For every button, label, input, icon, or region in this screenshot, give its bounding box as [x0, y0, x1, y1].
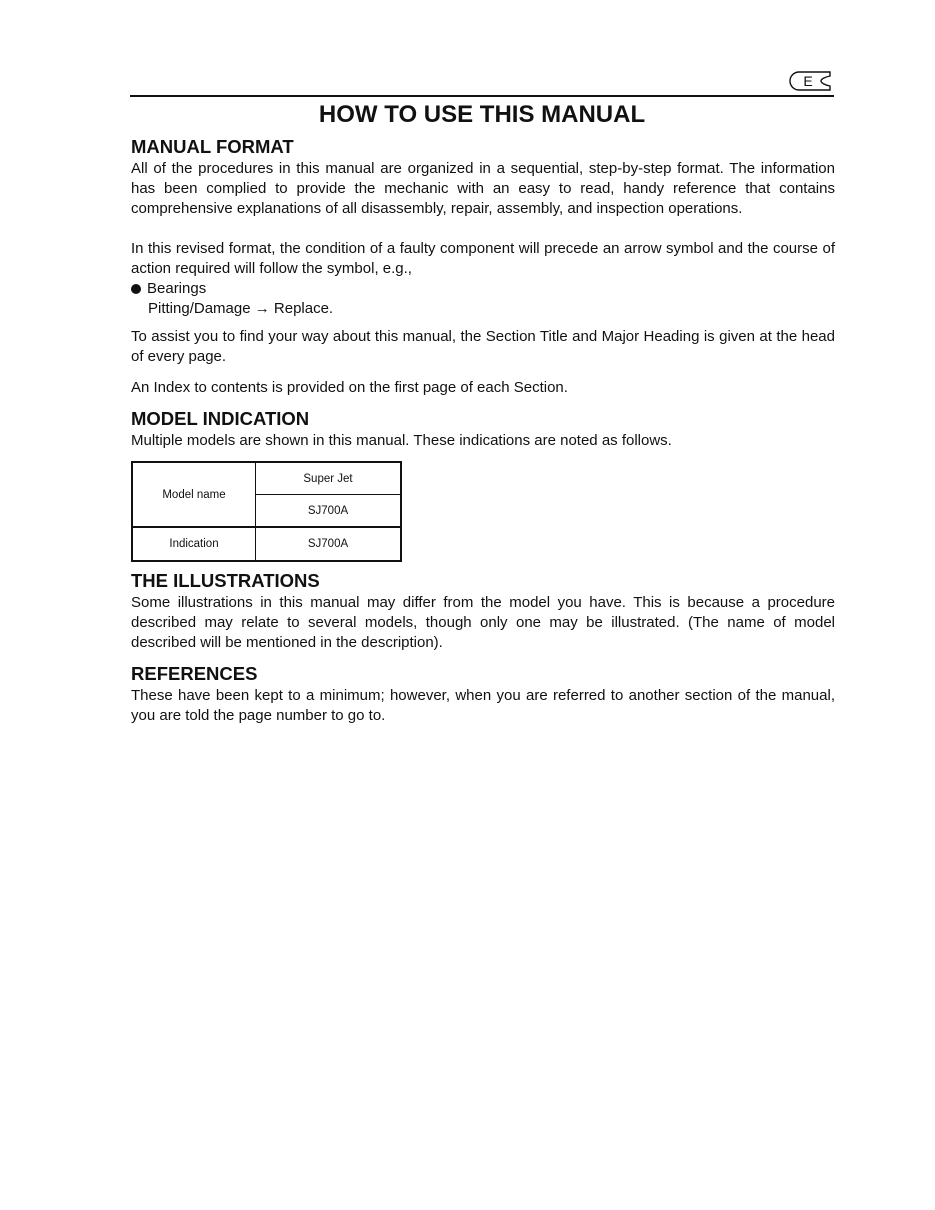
indication-label: Indication: [132, 527, 256, 561]
page-title: HOW TO USE THIS MANUAL: [318, 101, 646, 128]
indication-value: SJ700A: [256, 527, 402, 561]
references-paragraph: These have been kept to a minimum; however, when you are referred to another section of the manual, you are told the page number to go to.: [131, 687, 835, 724]
manual-format-paragraph-4: An Index to contents is provided on the first page of each Section.: [131, 379, 568, 396]
model-indication-table: [131, 461, 402, 562]
model-name-value-1: Super Jet: [256, 462, 402, 495]
bullet-item-label: Bearings: [147, 280, 207, 297]
section-heading-manual-format: MANUAL FORMAT: [131, 136, 294, 157]
manual-format-paragraph-3: To assist you to find your way about this manual, the Section Title and Major Heading is given at the head of every page.: [131, 328, 835, 365]
bullet-item: [131, 279, 206, 299]
bullet-dot-icon: [131, 284, 141, 294]
bullet-item-detail: Pitting/Damage → Replace.: [148, 300, 334, 317]
manual-format-paragraph-2: In this revised format, the condition of a faulty component will precede an arrow symbol and the course of action required will follow the symbol, e.g.,: [131, 240, 835, 277]
table-row: [132, 527, 401, 561]
model-name-value-2: SJ700A: [256, 495, 402, 528]
model-name-label: Model name: [132, 462, 256, 527]
language-badge-letter: E: [803, 73, 813, 89]
table-row: [132, 462, 401, 495]
model-indication-intro: Multiple models are shown in this manual. These indications are noted as follows.: [131, 432, 672, 449]
illustrations-paragraph: Some illustrations in this manual may differ from the model you have. This is because a procedure described may relate to several models, though only one may be illustrated. (The name of model described will be mentioned in the description).: [131, 594, 835, 651]
manual-format-paragraph-1: All of the procedures in this manual are organized in a sequential, step-by-step format. The information has been complied to provide the mechanic with an easy to read, handy reference that contains comprehensive explanations of all disassembly, repair, assembly, and inspection operations.: [131, 160, 835, 217]
header-rule: [130, 95, 834, 97]
language-badge: [788, 70, 832, 92]
section-heading-model-indication: MODEL INDICATION: [131, 408, 310, 429]
section-heading-references: REFERENCES: [131, 663, 258, 684]
section-heading-illustrations: THE ILLUSTRATIONS: [131, 570, 320, 591]
